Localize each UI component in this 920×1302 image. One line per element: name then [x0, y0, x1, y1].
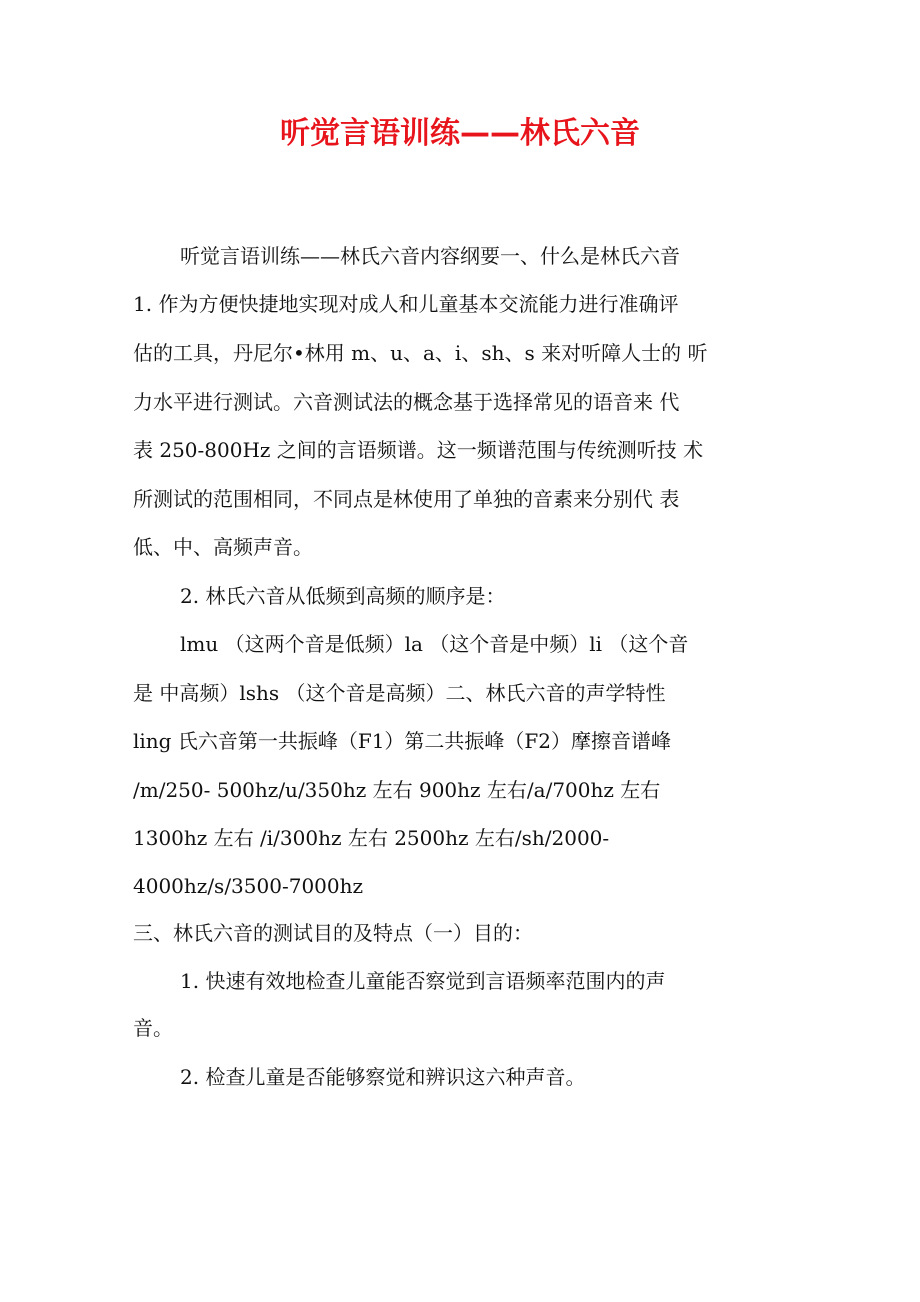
- text-line: 表 250-800Hz 之间的言语频谱。这一频谱范围与传统测听技 术: [133, 438, 704, 462]
- document-title: 听觉言语训练——林氏六音: [280, 116, 640, 151]
- text-line: 是 中高频）lshs （这个音是高频）二、林氏六音的声学特性: [133, 681, 666, 705]
- text-line: 2. 林氏六音从低频到高频的顺序是：: [180, 584, 506, 608]
- text-line: 估的工具，丹尼尔•林用 m、u、a、i、sh、s 来对听障人士的 听: [133, 341, 708, 365]
- text-line: 所测试的范围相同，不同点是林使用了单独的音素来分别代 表: [133, 487, 680, 511]
- text-line: 1300hz 左右 /i/300hz 左右 2500hz 左右/sh/2000-: [133, 826, 610, 850]
- text-line: 三、林氏六音的测试目的及特点（一）目的：: [133, 921, 533, 945]
- text-line: 1. 作为方便快捷地实现对成人和儿童基本交流能力进行准确评: [133, 292, 679, 316]
- text-line: 音。: [133, 1016, 173, 1040]
- text-line: 2. 检查儿童是否能够察觉和辨识这六种声音。: [180, 1065, 586, 1089]
- text-line: 力水平进行测试。六音测试法的概念基于选择常见的语音来 代: [133, 390, 680, 414]
- text-line: /m/250- 500hz/u/350hz 左右 900hz 左右/a/700hz 左右: [133, 778, 661, 802]
- text-line: 4000hz/s/3500-7000hz: [133, 874, 364, 898]
- text-line: lmu （这两个音是低频）la （这个音是中频）li （这个音: [180, 632, 689, 656]
- text-line: ling 氏六音第一共振峰（F1）第二共振峰（F2）摩擦音谱峰: [133, 729, 672, 753]
- text-line: 1. 快速有效地检查儿童能否察觉到言语频率范围内的声: [180, 969, 666, 993]
- text-line: 听觉言语训练——林氏六音内容纲要一、什么是林氏六音: [180, 244, 680, 268]
- text-line: 低、中、高频声音。: [133, 535, 313, 559]
